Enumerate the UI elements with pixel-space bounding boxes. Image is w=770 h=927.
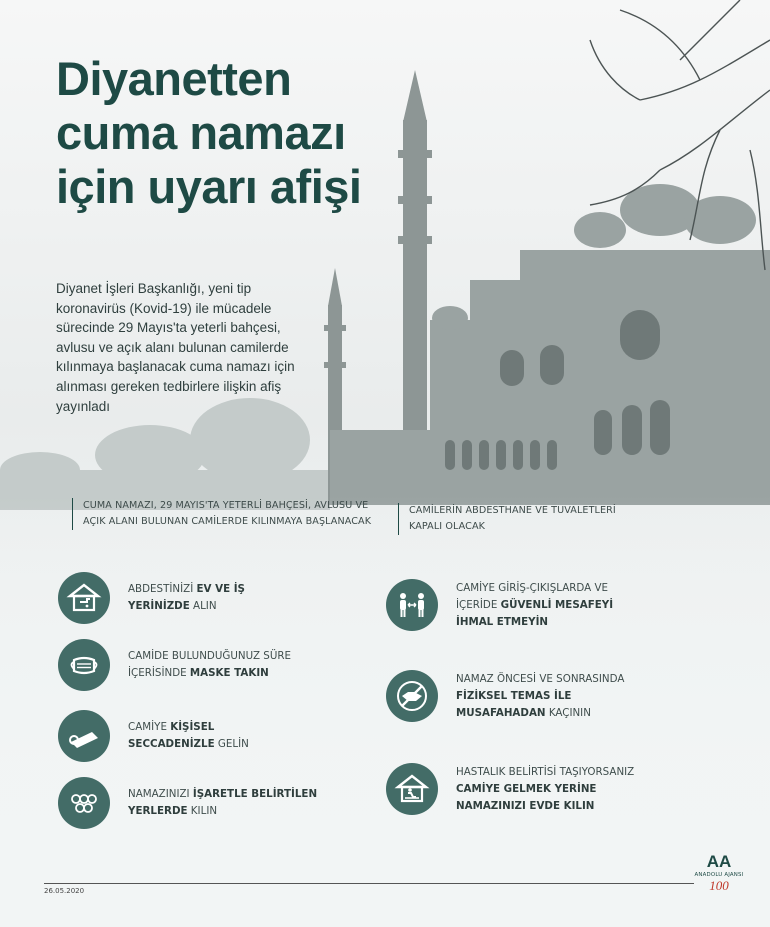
list-item-marked-spots — [58, 777, 318, 829]
right-section-heading: CAMİLERİN ABDESTHANE VE TUVALETLERİ KAPALI OLACAK — [398, 503, 649, 535]
marked-spots-icon — [58, 777, 110, 829]
anadolu-agency-logo — [694, 852, 744, 894]
home-ablution-icon — [58, 572, 110, 624]
item-text-bold: CAMİYE GELMEK YERİNE NAMAZINIZI EVDE KILIN — [456, 782, 597, 812]
item-text-post: ALIN — [189, 600, 217, 612]
face-mask-icon — [58, 639, 110, 691]
item-text-bold: GÜVENLİ MESAFEYİ İHMAL ETMEYİN — [456, 598, 614, 628]
publish-date: 26.05.2020 — [44, 887, 85, 895]
item-text-pre: CAMİYE GİRİŞ-ÇIKIŞLARDA VE İÇERİDE — [456, 581, 609, 611]
item-text-pre: CAMİYE — [128, 721, 171, 733]
no-handshake-icon — [386, 670, 438, 722]
item-text-post: GELİN — [214, 738, 249, 750]
item-text-bold: EV VE İŞ YERİNİZDE — [128, 583, 245, 612]
item-text-bold: MASKE TAKIN — [189, 667, 269, 679]
list-item-social-distance — [386, 579, 626, 631]
logo-anniversary: 100 — [709, 878, 729, 893]
list-item-prayer-rug — [58, 710, 268, 762]
item-text-pre: ABDESTİNİZİ — [128, 583, 197, 595]
list-item-ablution — [58, 572, 288, 624]
footer-divider — [44, 883, 694, 884]
list-item-no-handshake — [386, 670, 656, 722]
item-text-post: KAÇININ — [545, 706, 591, 719]
item-text-post: KILIN — [187, 805, 218, 817]
logo-mark: AA — [706, 852, 732, 871]
item-text-bold: KİŞİSEL SECCADENİZLE — [128, 721, 215, 750]
item-text-pre: NAMAZ ÖNCESİ VE SONRASINDA — [456, 672, 625, 685]
page-title: Diyanetten cuma namazı için uyarı afişi — [56, 52, 362, 213]
item-text-bold: İŞARETLE BELİRTİLEN YERLERDE — [128, 788, 318, 817]
social-distance-icon — [386, 579, 438, 631]
item-text-pre: HASTALIK BELİRTİSİ TAŞIYORSANIZ — [456, 765, 635, 778]
left-section-heading: CUMA NAMAZI, 29 MAYIS'TA YETERLİ BAHÇESİ, AVLUSU VE AÇIK ALANI BULUNAN CAMİLERDE KILINMAYA BAŞLANACAK — [72, 498, 383, 530]
prayer-rug-icon — [58, 710, 110, 762]
list-item-mask — [58, 639, 318, 691]
lead-paragraph: Diyanet İşleri Başkanlığı, yeni tip koronavirüs (Kovid-19) ile mücadele sürecinde 29 Mayıs'ta yeterli bahçesi, avlusu ve açık alanı bulunan camilerde kılınmaya başlanacak cuma namazı için alınması gereken tedbirlere ilişkin afiş yayınladı — [56, 281, 295, 414]
item-text-bold: FİZİKSEL TEMAS İLE MUSAFAHADAN — [456, 689, 572, 719]
item-text-pre: CAMİDE BULUNDUĞUNUZ SÜRE İÇERİSİNDE — [128, 650, 292, 679]
pray-at-home-icon — [386, 763, 438, 815]
item-text-pre: NAMAZINIZI — [128, 788, 193, 800]
list-item-pray-at-home — [386, 763, 656, 815]
logo-name: ANADOLU AJANSI — [694, 872, 744, 878]
